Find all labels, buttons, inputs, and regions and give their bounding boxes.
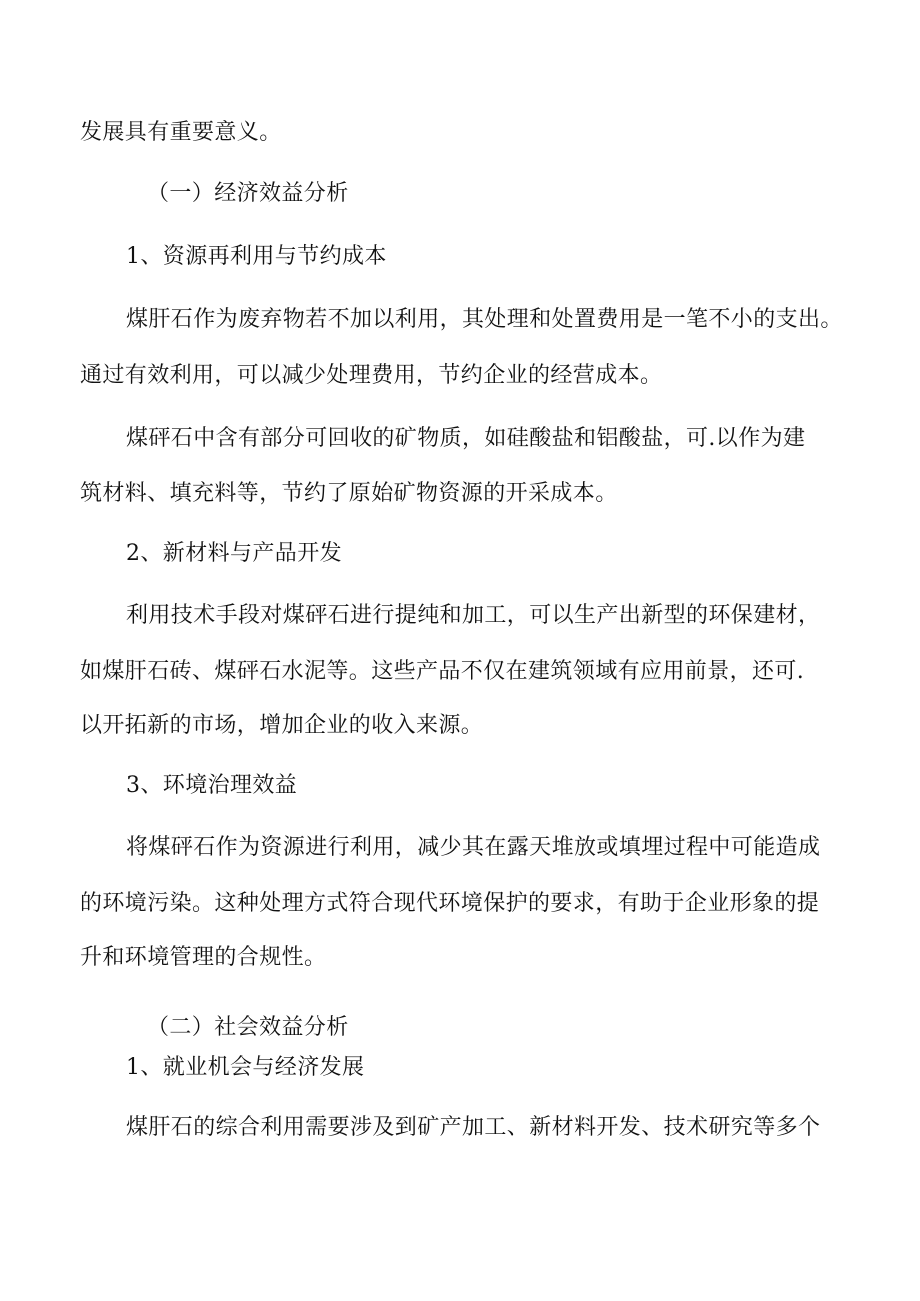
section-heading: （一）经济效益分析 [147,181,349,206]
subsection-heading: 1、资源再利用与节约成本 [126,244,387,269]
paragraph-line: 升和环境管理的合规性。 [80,945,327,970]
paragraph-line: 以开拓新的市场，增加企业的收入来源。 [80,713,484,738]
paragraph-line: 通过有效利用，可以减少处理费用，节约企业的经营成本。 [80,363,663,388]
subsection-heading: 1、就业机会与经济发展 [126,1055,365,1080]
paragraph-line: 发展具有重要意义。 [80,120,282,145]
paragraph-line: 煤肝石的综合利用需要涉及到矿产加工、新材料开发、技术研究等多个 [126,1115,821,1140]
paragraph-line: 煤肝石作为废弃物若不加以利用，其处理和处置费用是一笔不小的支出。 [126,307,843,332]
paragraph-line: 将煤砰石作为资源进行利用，减少其在露天堆放或填埋过程中可能造成 [126,835,821,860]
subsection-heading: 3、环境治理效益 [126,773,298,798]
subsection-heading: 2、新材料与产品开发 [126,541,342,566]
section-heading: （二）社会效益分析 [147,1015,349,1040]
paragraph-line: 煤砰石中含有部分可回收的矿物质，如硅酸盐和铝酸盐，可.以作为建 [126,426,806,451]
paragraph-line: 的环境污染。这种处理方式符合现代环境保护的要求，有助于企业形象的提 [80,891,820,916]
paragraph-line: 筑材料、填充料等，节约了原始矿物资源的开采成本。 [80,481,618,506]
paragraph-line: 如煤肝石砖、煤砰石水泥等。这些产品不仅在建筑领域有应用前景，还可. [80,659,805,684]
paragraph-line: 利用技术手段对煤砰石进行提纯和加工，可以生产出新型的环保建材， [126,603,821,628]
